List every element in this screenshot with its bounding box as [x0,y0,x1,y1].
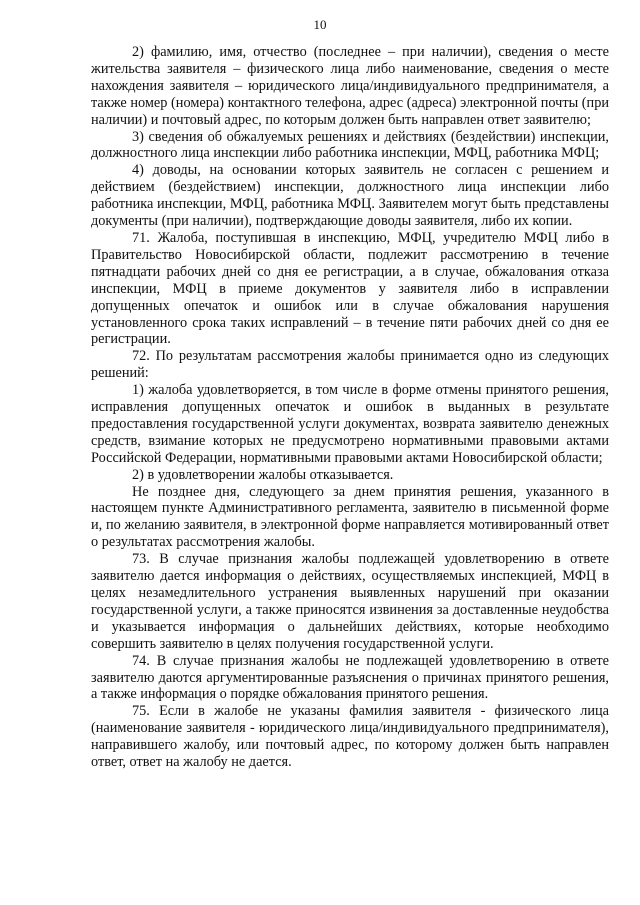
paragraph-decision-2: 2) в удовлетворении жалобы отказывается. [132,466,394,483]
document-body [91,44,609,771]
paragraph-item-3-appealed-decisions: 3) сведения об обжалуемых решениях и действиях (бездействии) инспекции, должностного лица инспекции либо работника инспекции, МФЦ, работника МФЦ; [91,128,609,162]
paragraph-item-4-arguments: 4) доводы, на основании которых заявитель не согласен с решением и действием (бездействием) инспекции, должностного лица инспекции либо работника инспекции, МФЦ, работника МФЦ. Заявителем могут быть представлены документы (при наличии), подтверждающие доводы заявителя, либо их копии. [91,162,609,230]
paragraph-item-2-applicant-details: 2) фамилию, имя, отчество (последнее – при наличии), сведения о месте жительства заявителя – физического лица либо наименование, сведения о месте нахождения заявителя – юридического лица/индивидуального предпринимателя, а также номер (номера) контактного телефона, адрес (адреса) электронной почты (при наличии) и почтовый адрес, по которым должен быть направлен ответ заявителю; [91,44,609,128]
paragraph-clause-73: 73. В случае признания жалобы подлежащей удовлетворению в ответе заявителю дается информация о действиях, осуществляемых инспекцией, МФЦ в целях незамедлительного устранения выявленных нарушений при оказании государственной услуги, а также приносятся извинения за доставленные неудобства и указывается информация о дальнейших действиях, которые необходимо совершить заявителю в целях получения государственной услуги. [91,551,609,652]
paragraph-clause-74: 74. В случае признания жалобы не подлежащей удовлетворению в ответе заявителю даются аргументированные разъяснения о причинах принятого решения, а также информация о порядке обжалования принятого решения. [91,652,609,703]
paragraph-response-deadline: Не позднее дня, следующего за днем принятия решения, указанного в настоящем пункте Административного регламента, заявителю в письменной форме и, по желанию заявителя, в электронной форме направляется мотивированный ответ о результатах рассмотрения жалобы. [91,483,609,551]
page-number: 10 [313,17,327,32]
paragraph-clause-71: 71. Жалоба, поступившая в инспекцию, МФЦ, учредителю МФЦ либо в Правительство Новосибирской области, подлежит рассмотрению в течение пятнадцати рабочих дней со дня ее регистрации, а в случае, обжалования отказа инспекции, МФЦ в приеме документов у заявителя либо в исправлении допущенных опечаток и ошибок или в случае обжалования нарушения установленного срока таких исправлений – в течение пяти рабочих дней со дня ее регистрации. [91,229,609,348]
paragraph-clause-72: 72. По результатам рассмотрения жалобы принимается одно из следующих решений: [91,348,609,382]
paragraph-decision-1: 1) жалоба удовлетворяется, в том числе в форме отмены принятого решения, исправления допущенных опечаток и ошибок в выданных в результате предоставления государственной услуги документах, возврата заявителю денежных средств, взимание которых не предусмотрено нормативными правовыми актами Российской Федерации, нормативными правовыми актами Новосибирской области; [91,382,609,466]
paragraph-clause-75: 75. Если в жалобе не указаны фамилия заявителя - физического лица (наименование заявителя - юридического лица/индивидуального предпринимателя), направившего жалобу, или почтовый адрес, по которому должен быть направлен ответ, ответ на жалобу не дается. [91,703,609,771]
